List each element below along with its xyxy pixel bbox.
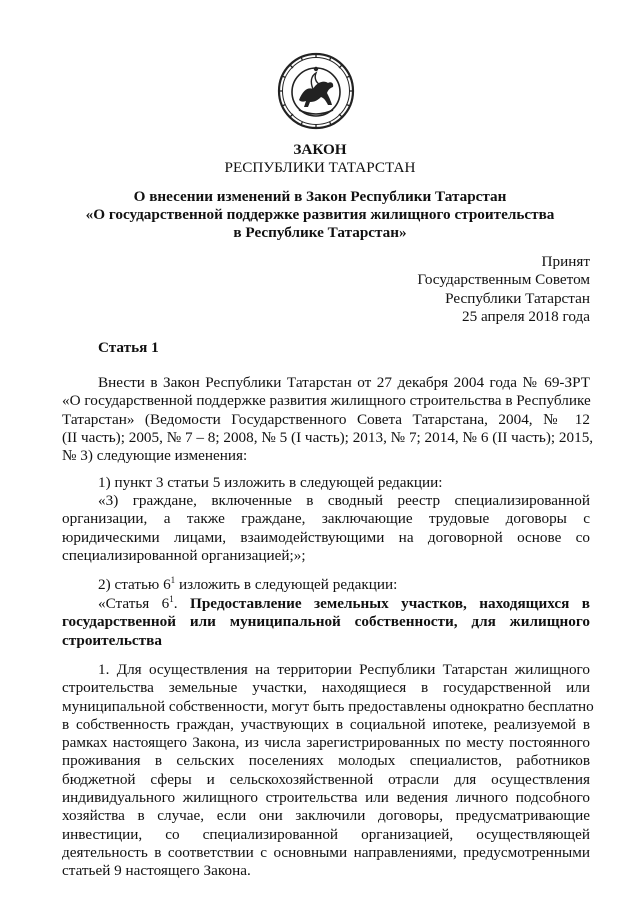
article-intro — [62, 374, 594, 465]
adoption-line: Республики Татарстан — [445, 289, 590, 307]
point-1-line: бюджетной сферы и сельскохозяйственной отрасли для осуществления — [62, 770, 590, 788]
intro-line: Внести в Закон Республики Татарстан от 27 декабря 2004 года № 69-ЗРТ — [98, 374, 590, 391]
law-title: ЗАКОН — [293, 141, 347, 158]
adoption-date: 25 апреля 2018 года — [462, 307, 590, 325]
intro-line: Татарстан» (Ведомости Государственного Совета Татарстана, 2004, № 12 — [62, 410, 590, 428]
point-1-line: проживания в сельских поселениях молодых специалистов, работников — [62, 752, 590, 770]
law-subtitle: РЕСПУБЛИКИ ТАТАРСТАН — [224, 159, 416, 176]
law-heading-line: «О государственной поддержке развития жилищного строительства — [85, 206, 555, 223]
adoption-line: Государственным Советом — [417, 271, 590, 289]
intro-line: № 3) следующие изменения: — [62, 447, 248, 465]
adoption-line: Принят — [541, 253, 590, 270]
point-1-line: строительства земельные участки, находящиеся в государственной или — [62, 679, 590, 697]
item-1-text — [62, 492, 590, 565]
law-heading-line: в Республике Татарстан» — [233, 224, 407, 241]
point-1-line: в собственность граждан, участвующих в социальной ипотеке, реализуемой в — [62, 715, 590, 733]
point-1-text — [62, 661, 594, 881]
point-1-line: муниципальной собственности, могут быть предоставлены однократно бесплатно — [62, 697, 594, 715]
point-1-line: деятельность в соответствии с основными направлениями, предусмотренными — [62, 843, 590, 861]
point-1-line: хозяйства в случае, если они заключили договоры, предусматривающие — [62, 807, 590, 825]
item-1-lead: 1) пункт 3 статьи 5 изложить в следующей редакции: — [98, 474, 443, 491]
coat-of-arms-icon — [277, 52, 355, 130]
item-1-line: специализированной организацией;»; — [62, 546, 306, 564]
item-1-line: юридическими лицами, взаимодействующими на договорной основе со — [62, 528, 590, 546]
intro-line: «О государственной поддержке развития жилищного строительства в Республике — [62, 392, 591, 410]
adoption-block — [300, 253, 590, 326]
item-2-lead: 2) статью $6^1$ изложить в следующей редакции: — [98, 575, 398, 593]
point-1-line: 1. Для осуществления на территории Республики Татарстан жилищного — [98, 661, 590, 678]
point-1-line: статьей 9 настоящего Закона. — [62, 862, 251, 880]
item-2-article-heading: «Статья $6^1$. Предоставление земельных участков, находящихся в государственной или муниципальной собственности, для жилищного строительства — [62, 594, 591, 649]
point-1-line: инвестиции, со специализированной организацией, осуществляющей — [62, 825, 590, 843]
point-1-line: рамках настоящего Закона, из числа зарегистрированных по месту постоянного — [62, 734, 590, 752]
law-heading-line: О внесении изменений в Закон Республики Татарстан — [133, 188, 507, 205]
item-1-line: «3) граждане, включенные в сводный реестр специализированной — [98, 492, 590, 509]
intro-line: (II часть); 2005, № 7 – 8; 2008, № 5 (I часть); 2013, № 7; 2014, № 6 (II часть); 2015, — [62, 428, 594, 446]
point-1-line: индивидуального жилищного строительства или ведения личного подсобного — [62, 789, 590, 807]
item-1-line: организации, а также граждане, заключающие трудовые договоры с — [62, 510, 590, 528]
article-title: Статья 1 — [98, 339, 159, 356]
